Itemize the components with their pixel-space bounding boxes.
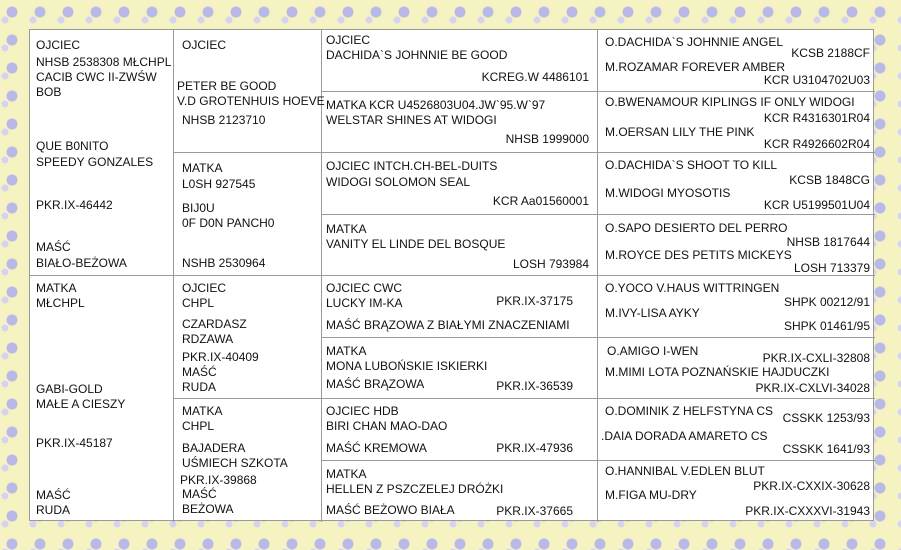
gen4-6-sire-reg: CSSKK 1253/93 bbox=[782, 411, 870, 425]
gen3-cell-1 bbox=[322, 92, 598, 153]
gen4-7-dam-reg: PKR.IX-CXXXVI-31943 bbox=[745, 504, 870, 518]
gen4-2-dam-reg: KCR U5199501U04 bbox=[763, 198, 870, 212]
gen4-6-sire: O.DOMINIK Z HELFSTYNA CS bbox=[605, 404, 774, 418]
gen3-6-line1: OJCIEC HDB bbox=[326, 404, 399, 418]
gen3-7-colour: MAŚĆ BEŻOWO BIAŁA bbox=[326, 503, 455, 517]
gen4-cell-0 bbox=[598, 30, 875, 92]
gen3-0-line1: OJCIEC bbox=[326, 33, 371, 47]
gen3-cell-4 bbox=[322, 276, 598, 338]
gen3-cell-5 bbox=[322, 338, 598, 399]
gen2-3-colour: BEŻOWA bbox=[182, 502, 234, 516]
gen3-6-colour: MAŚĆ KREMOWA bbox=[326, 441, 427, 455]
gen2-0-name2: V.D GROTENHUIS HOEVE bbox=[177, 94, 325, 108]
gen1-dam-colour: RUDA bbox=[36, 503, 71, 517]
gen4-cell-5 bbox=[598, 338, 875, 399]
gen4-4-sire-reg: SHPK 00212/91 bbox=[783, 295, 870, 309]
gen3-4-line2: LUCKY IM-KA bbox=[326, 296, 403, 310]
gen2-2-name1: CZARDASZ bbox=[182, 317, 247, 331]
gen4-5-dam-reg: PKR.IX-CXLVI-34028 bbox=[755, 381, 870, 395]
gen4-3-dam-reg: LOSH 713379 bbox=[793, 261, 870, 275]
gen4-1-sire-reg: KCR R4316301R04 bbox=[763, 111, 870, 125]
gen1-dam-label: MATKA bbox=[36, 281, 77, 295]
gen3-0-reg: KCREG.W 4486101 bbox=[481, 70, 589, 84]
gen4-0-dam-reg: KCR U3104702U03 bbox=[763, 73, 870, 87]
gen4-cell-6 bbox=[598, 399, 875, 461]
gen2-3-pkr: PKR.IX-39868 bbox=[180, 473, 257, 487]
gen3-4-reg: PKR.IX-37175 bbox=[496, 294, 573, 308]
pedigree-table bbox=[29, 29, 874, 521]
gen2-2-title: CHPL bbox=[182, 296, 215, 310]
gen2-2-name2: RDZAWA bbox=[182, 332, 234, 346]
gen3-1-line1: MATKA KCR U4526803U04.JW`95.W`97 bbox=[326, 98, 546, 112]
gen3-2-reg: KCR Aa01560001 bbox=[492, 194, 589, 208]
gen3-7-line2: HELLEN Z PSZCZELEJ DRÓŻKI bbox=[326, 482, 504, 496]
gen3-4-line1: OJCIEC CWC bbox=[326, 281, 402, 295]
gen4-2-dam: M.WIDOGI MYOSOTIS bbox=[605, 186, 731, 200]
gen4-1-sire: O.BWENAMOUR KIPLINGS IF ONLY WIDOGI bbox=[605, 95, 855, 109]
gen4-4-sire: O.YOCO V.HAUS WITTRINGEN bbox=[605, 281, 780, 295]
gen1-sire-pkr: PKR.IX-46442 bbox=[36, 198, 113, 212]
gen1-sire-cell bbox=[30, 30, 174, 276]
gen1-sire-label: OJCIEC bbox=[36, 38, 81, 52]
gen4-cell-2 bbox=[598, 153, 875, 215]
gen4-3-sire-reg: NHSB 1817644 bbox=[786, 235, 870, 249]
gen1-dam-name2: MAŁE A CIESZY bbox=[36, 397, 126, 411]
gen2-1-label: MATKA bbox=[182, 161, 223, 175]
gen2-cell-2 bbox=[174, 276, 322, 399]
gen4-cell-1 bbox=[598, 92, 875, 153]
gen4-4-dam: M.IVY-LISA AYKY bbox=[605, 306, 700, 320]
gen3-0-line2: DACHIDA`S JOHNNIE BE GOOD bbox=[326, 48, 508, 62]
gen2-1-reg2: NSHB 2530964 bbox=[182, 256, 266, 270]
gen2-2-colour-label: MAŚĆ bbox=[182, 365, 217, 379]
gen2-cell-3 bbox=[174, 399, 322, 522]
gen3-5-colour: MAŚĆ BRĄZOWA bbox=[326, 377, 425, 391]
gen3-5-line1: MATKA bbox=[326, 344, 367, 358]
gen4-3-dam: M.ROYCE DES PETITS MICKEYS bbox=[605, 248, 792, 262]
gen2-1-name2: 0F D0N PANCH0 bbox=[182, 216, 275, 230]
gen4-1-dam: M.OERSAN LILY THE PINK bbox=[605, 125, 755, 139]
gen1-sire-titles: CACIB CWC II-ZWŚW bbox=[36, 70, 157, 84]
gen3-4-colour: MAŚĆ BRĄZOWA Z BIAŁYMI ZNACZENIAMI bbox=[326, 318, 570, 332]
gen3-3-reg: LOSH 793984 bbox=[512, 257, 589, 271]
gen1-dam-name1: GABI-GOLD bbox=[36, 382, 103, 396]
gen2-3-name2: UŚMIECH SZKOTA bbox=[182, 456, 288, 470]
gen4-5-sire: O.AMIGO I-WEN bbox=[607, 344, 699, 358]
gen4-5-sire-reg: PKR.IX-CXLI-32808 bbox=[762, 351, 870, 365]
gen2-3-title: CHPL bbox=[182, 419, 215, 433]
gen4-0-sire-reg: KCSB 2188CF bbox=[791, 46, 870, 60]
gen3-7-reg: PKR.IX-37665 bbox=[496, 504, 573, 518]
gen1-sire-colour-label: MAŚĆ bbox=[36, 240, 71, 254]
gen1-dam-cell bbox=[30, 276, 174, 522]
gen4-6-dam-reg: CSSKK 1641/93 bbox=[782, 442, 870, 456]
gen2-cell-1 bbox=[174, 153, 322, 276]
gen1-dam-title: MŁCHPL bbox=[36, 296, 85, 310]
gen4-cell-7 bbox=[598, 461, 875, 522]
gen3-cell-0 bbox=[322, 30, 598, 92]
gen2-3-colour-label: MAŚĆ bbox=[182, 487, 217, 501]
gen2-2-pkr: PKR.IX-40409 bbox=[182, 350, 259, 364]
gen2-0-reg: NHSB 2123710 bbox=[182, 113, 266, 127]
gen1-dam-pkr: PKR.IX-45187 bbox=[36, 436, 113, 450]
gen2-cell-0 bbox=[174, 30, 325, 153]
gen4-2-sire: O.DACHIDA`S SHOOT TO KILL bbox=[605, 158, 778, 172]
gen2-2-label: OJCIEC bbox=[182, 281, 227, 295]
gen3-5-reg: PKR.IX-36539 bbox=[496, 379, 573, 393]
gen1-dam-colour-label: MAŚĆ bbox=[36, 488, 71, 502]
gen4-3-sire: O.SAPO DESIERTO DEL PERRO bbox=[605, 221, 788, 235]
gen3-1-line2: WELSTAR SHINES AT WIDOGI bbox=[326, 113, 497, 127]
gen3-cell-2 bbox=[322, 153, 598, 215]
gen3-2-line1: OJCIEC INTCH.CH-BEL-DUITS bbox=[326, 159, 498, 173]
gen3-6-line2: BIRI CHAN MAO-DAO bbox=[326, 419, 448, 433]
gen1-sire-colour: BIAŁO-BEŻOWA bbox=[36, 256, 127, 270]
gen4-5-dam: M.MIMI LOTA POZNAŃSKIE HAJDUCZKI bbox=[605, 365, 830, 379]
gen1-sire-reg: NHSB 2538308 MŁCHPL bbox=[36, 55, 172, 69]
gen2-0-name1: PETER BE GOOD bbox=[177, 79, 277, 93]
gen3-cell-7 bbox=[322, 461, 598, 522]
gen1-sire-nick: BOB bbox=[36, 85, 62, 99]
gen4-7-dam: M.FIGA MU-DRY bbox=[605, 488, 697, 502]
gen4-7-sire: O.HANNIBAL V.EDLEN BLUT bbox=[605, 464, 765, 478]
gen4-0-sire: O.DACHIDA`S JOHNNIE ANGEL bbox=[605, 35, 784, 49]
gen3-1-reg: NHSB 1999000 bbox=[505, 132, 589, 146]
gen4-7-sire-reg: PKR.IX-CXXIX-30628 bbox=[753, 479, 870, 493]
gen1-sire-name1: QUE B0NITO bbox=[36, 139, 109, 153]
gen3-3-line1: MATKA bbox=[326, 222, 367, 236]
gen3-cell-3 bbox=[322, 215, 598, 276]
gen3-cell-6 bbox=[322, 399, 598, 461]
gen1-sire-name2: SPEEDY GONZALES bbox=[36, 155, 154, 169]
gen2-3-name1: BAJADERA bbox=[182, 441, 246, 455]
gen4-6-dam: .DAIA DORADA AMARETO CS bbox=[601, 429, 768, 443]
gen2-2-colour: RUDA bbox=[182, 380, 217, 394]
gen4-cell-3 bbox=[598, 215, 875, 276]
gen3-3-line2: VANITY EL LINDE DEL BOSQUE bbox=[326, 237, 506, 251]
gen3-5-line2: MONA LUBOŃSKIE ISKIERKI bbox=[326, 359, 488, 373]
gen3-6-reg: PKR.IX-47936 bbox=[496, 441, 573, 455]
gen3-2-line2: WIDOGI SOLOMON SEAL bbox=[326, 175, 471, 189]
gen4-4-dam-reg: SHPK 01461/95 bbox=[783, 319, 870, 333]
gen4-2-sire-reg: KCSB 1848CG bbox=[789, 173, 870, 187]
gen2-3-label: MATKA bbox=[182, 404, 223, 418]
gen2-1-reg1: L0SH 927545 bbox=[182, 177, 256, 191]
gen4-cell-4 bbox=[598, 276, 875, 338]
gen3-7-line1: MATKA bbox=[326, 467, 367, 481]
gen2-0-label: OJCIEC bbox=[182, 38, 227, 52]
gen4-0-dam: M.ROZAMAR FOREVER AMBER bbox=[605, 60, 786, 74]
gen2-1-name1: BIJ0U bbox=[182, 201, 215, 215]
gen4-1-dam-reg: KCR R4926602R04 bbox=[763, 137, 870, 151]
